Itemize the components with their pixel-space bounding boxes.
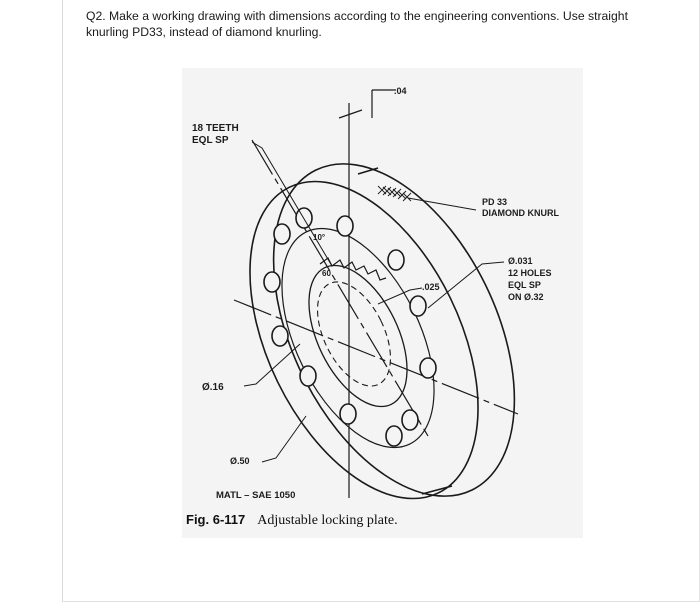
material-label: MATL – SAE 1050 [216, 490, 296, 501]
knurl-leader [408, 198, 476, 210]
figure-caption [186, 512, 398, 529]
question-text: Q2. Make a working drawing with dimensions according to the engineering conventions. Use straight knurling PD33, instead of diamond knurling. [86, 9, 628, 39]
knurl-hatch [378, 186, 411, 201]
figure-title: Adjustable locking plate. [257, 513, 398, 528]
depth-label: .025 [422, 282, 440, 292]
hole [388, 250, 404, 270]
holes-label-line2: 12 HOLES [508, 268, 552, 278]
plate-front-face [203, 145, 525, 535]
runout-label: .04 [394, 86, 407, 96]
hole [386, 426, 402, 446]
diagonal-centerline-a [234, 300, 518, 414]
hole [274, 224, 290, 244]
knurl-label-line2: DIAMOND KNURL [482, 208, 559, 218]
knurl-label-line1: PD 33 [482, 197, 508, 207]
hole [340, 404, 356, 424]
hole [264, 272, 280, 292]
engineering-figure [182, 68, 583, 538]
runout-tick [339, 110, 362, 118]
hole [272, 326, 288, 346]
holes-label-line1: Ø.031 [508, 256, 533, 266]
teeth-label-line2: EQL SP [192, 135, 229, 146]
hub-outer [289, 250, 428, 422]
dia50-leader [262, 416, 306, 462]
teeth-label-line1: 18 TEETH [192, 123, 239, 134]
dia16-label: Ø.16 [202, 382, 224, 393]
hole [402, 410, 418, 430]
plate-rim-edge-top [358, 168, 378, 174]
angle-10-label: 10° [313, 233, 326, 242]
hole [300, 366, 316, 386]
angle-60-label: 60 [322, 269, 331, 278]
holes-label-line4: ON Ø.32 [508, 292, 544, 302]
dia50-label: Ø.50 [230, 456, 250, 466]
hole [337, 216, 353, 236]
hole [420, 358, 436, 378]
holes-label-line3: EQL SP [508, 280, 541, 290]
figure-number: Fig. 6-117 [186, 512, 246, 527]
hole [410, 296, 426, 316]
locking-plate-drawing [182, 68, 583, 538]
